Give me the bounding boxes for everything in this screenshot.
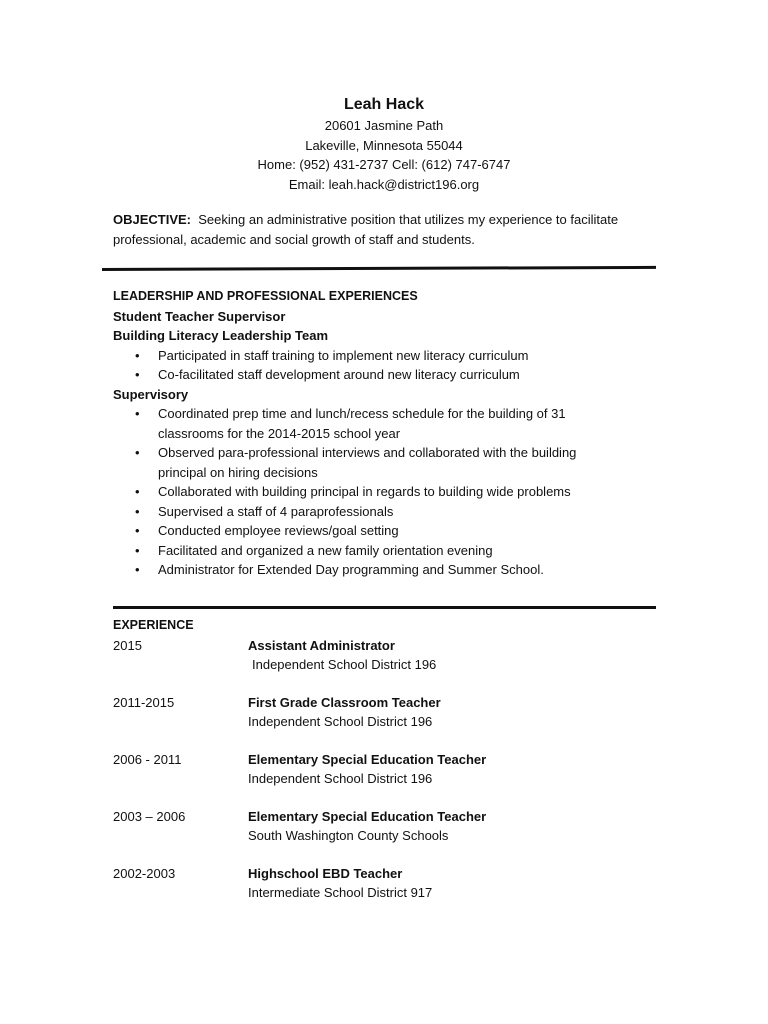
section-divider [113,606,656,609]
bullet-icon: • [135,484,140,499]
list-item [113,482,618,502]
leadership-section [113,287,673,580]
job-entry [113,807,673,845]
list-item-text: Coordinated prep time and lunch/recess schedule for the building of 31 classrooms for the 2014-2015 school year [158,406,566,441]
list-item [113,560,618,580]
list-item [113,502,618,522]
bullet-icon: • [135,367,140,382]
list-item-text: Collaborated with building principal in regards to building wide problems [158,484,571,499]
job-years: 2002-2003 [113,865,176,881]
job-title: Elementary Special Education Teacher [248,751,487,767]
bullet-icon: • [135,503,140,519]
list-item [113,541,618,561]
job-employer: Independent School District 196 [248,771,433,786]
role-student-teacher-supervisor: Student Teacher Supervisor [113,308,286,324]
objective-text: Seeking an administrative position that utilizes my experience to facilitate professional, academic and social growth of staff and students. [113,212,619,247]
list-item-text: Co-facilitated staff development around new literacy curriculum [158,367,520,382]
job-employer: Independent School District 196 [252,657,437,672]
leadership-heading: LEADERSHIP AND PROFESSIONAL EXPERIENCES [113,289,418,303]
list-item [113,346,618,366]
candidate-name: Leah Hack [343,96,425,113]
job-entry [113,693,673,731]
job-years: 2015 [113,637,142,653]
job-title: Elementary Special Education Teacher [248,808,487,824]
list-item-text: Conducted employee reviews/goal setting [158,523,399,538]
job-entry [113,750,673,788]
list-item-text: Facilitated and organized a new family orientation evening [158,542,493,558]
bullet-icon: • [135,406,140,421]
bullet-icon: • [135,445,140,460]
list-item [113,365,618,385]
bullet-icon: • [135,523,140,538]
street-address: 20601 Jasmine Path [324,118,444,133]
list-item-text: Administrator for Extended Day programming and Summer School. [158,562,544,577]
job-employer: South Washington County Schools [248,828,449,843]
bullet-icon: • [135,562,140,577]
list-item-text: Supervised a staff of 4 paraprofessionals [158,503,394,519]
list-item-text: Observed para-professional interviews and collaborated with the building principal on hiring decisions [158,445,577,480]
job-title: Assistant Administrator [248,637,395,653]
list-item [113,404,618,443]
role-literacy-team: Building Literacy Leadership Team [113,328,329,343]
job-years: 2006 - 2011 [113,751,182,767]
job-title: First Grade Classroom Teacher [248,694,441,710]
job-entry [113,636,673,674]
job-entry [113,864,673,902]
supervisory-heading: Supervisory [113,386,189,402]
objective-label: OBJECTIVE: [113,212,192,227]
experience-heading: EXPERIENCE [113,618,194,632]
city-state-zip: Lakeville, Minnesota 55044 [305,137,463,153]
email-address: Email: leah.hack@district196.org [288,176,480,192]
job-title: Highschool EBD Teacher [248,865,403,881]
objective-section [113,210,653,250]
job-years: 2011-2015 [113,694,175,710]
list-item-text: Participated in staff training to implement new literacy curriculum [158,347,529,363]
bullet-icon: • [135,347,140,363]
experience-section [113,616,673,921]
section-divider [102,266,656,271]
phone-numbers: Home: (952) 431-2737 Cell: (612) 747-6747 [257,157,511,172]
literacy-list [113,346,673,385]
job-employer: Intermediate School District 917 [248,885,433,900]
job-employer: Independent School District 196 [248,714,433,729]
resume-header [0,94,768,194]
list-item [113,521,618,541]
list-item [113,443,618,482]
bullet-icon: • [135,542,140,558]
supervisory-list [113,404,673,580]
job-years: 2003 – 2006 [113,808,186,824]
